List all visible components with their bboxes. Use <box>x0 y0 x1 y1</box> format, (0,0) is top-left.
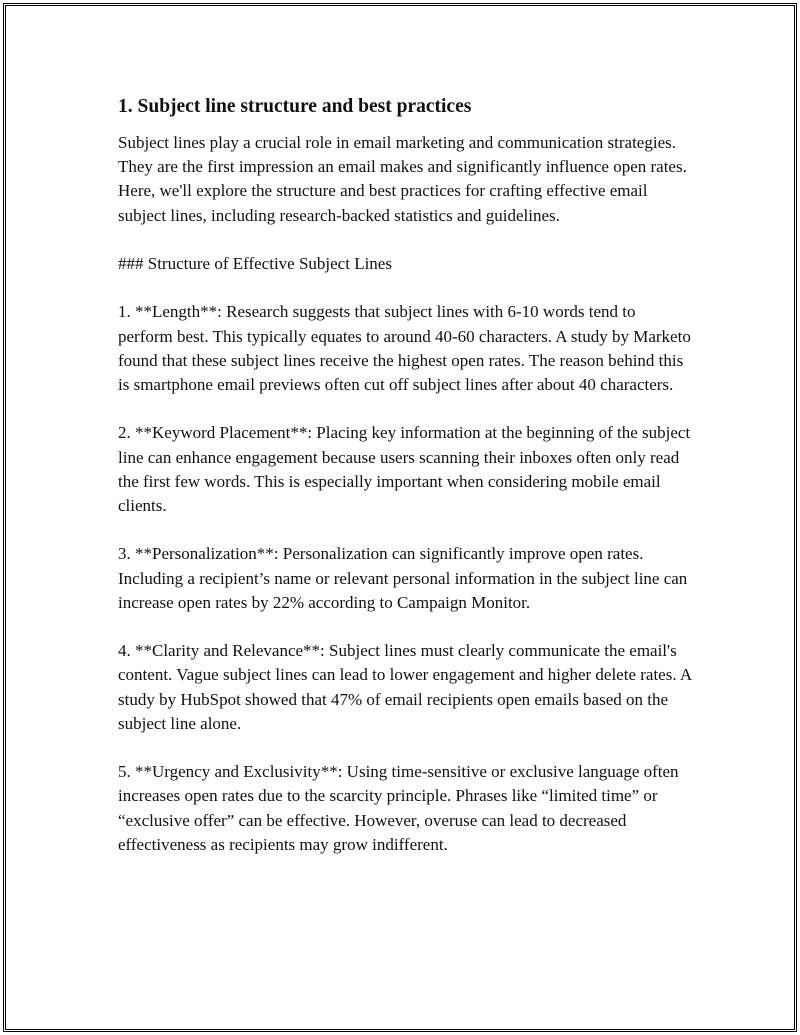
document-body <box>118 95 693 881</box>
clarity-relevance-paragraph: 4. **Clarity and Relevance**: Subject lines must clearly communicate the email's content. Vague subject lines can lead to lower engagement and higher delete rates. A study by HubSpot showed that 47% of email recipients open emails based on the subject line alone. <box>118 641 692 733</box>
keyword-placement-paragraph: 2. **Keyword Placement**: Placing key information at the beginning of the subject line can enhance engagement because users scanning their inboxes often only read the first few words. This is especially important when considering mobile email clients. <box>118 423 691 515</box>
urgency-exclusivity-paragraph: 5. **Urgency and Exclusivity**: Using time-sensitive or exclusive language often increases open rates due to the scarcity principle. Phrases like “limited time” or “exclusive offer” can be effective. However, overuse can lead to decreased effectiveness as recipients may grow indifferent. <box>118 762 679 854</box>
length-paragraph: 1. **Length**: Research suggests that subject lines with 6-10 words tend to perform best. This typically equates to around 40-60 characters. A study by Marketo found that these subject lines receive the highest open rates. The reason behind this is smartphone email previews often cut off subject lines after about 40 characters. <box>118 302 691 394</box>
personalization-paragraph: 3. **Personalization**: Personalization can significantly improve open rates. Including a recipient’s name or relevant personal information in the subject line can increase open rates by 22% according to Campaign Monitor. <box>118 544 688 612</box>
section-heading: 1. Subject line structure and best practices <box>118 96 472 117</box>
subheading-paragraph: ### Structure of Effective Subject Lines <box>118 254 392 273</box>
intro-paragraph: Subject lines play a crucial role in email marketing and communication strategies. They are the first impression an email makes and significantly influence open rates. Here, we'll explore the structure and best practices for crafting effective email subject lines, including research-backed statistics and guidelines. <box>118 133 687 225</box>
